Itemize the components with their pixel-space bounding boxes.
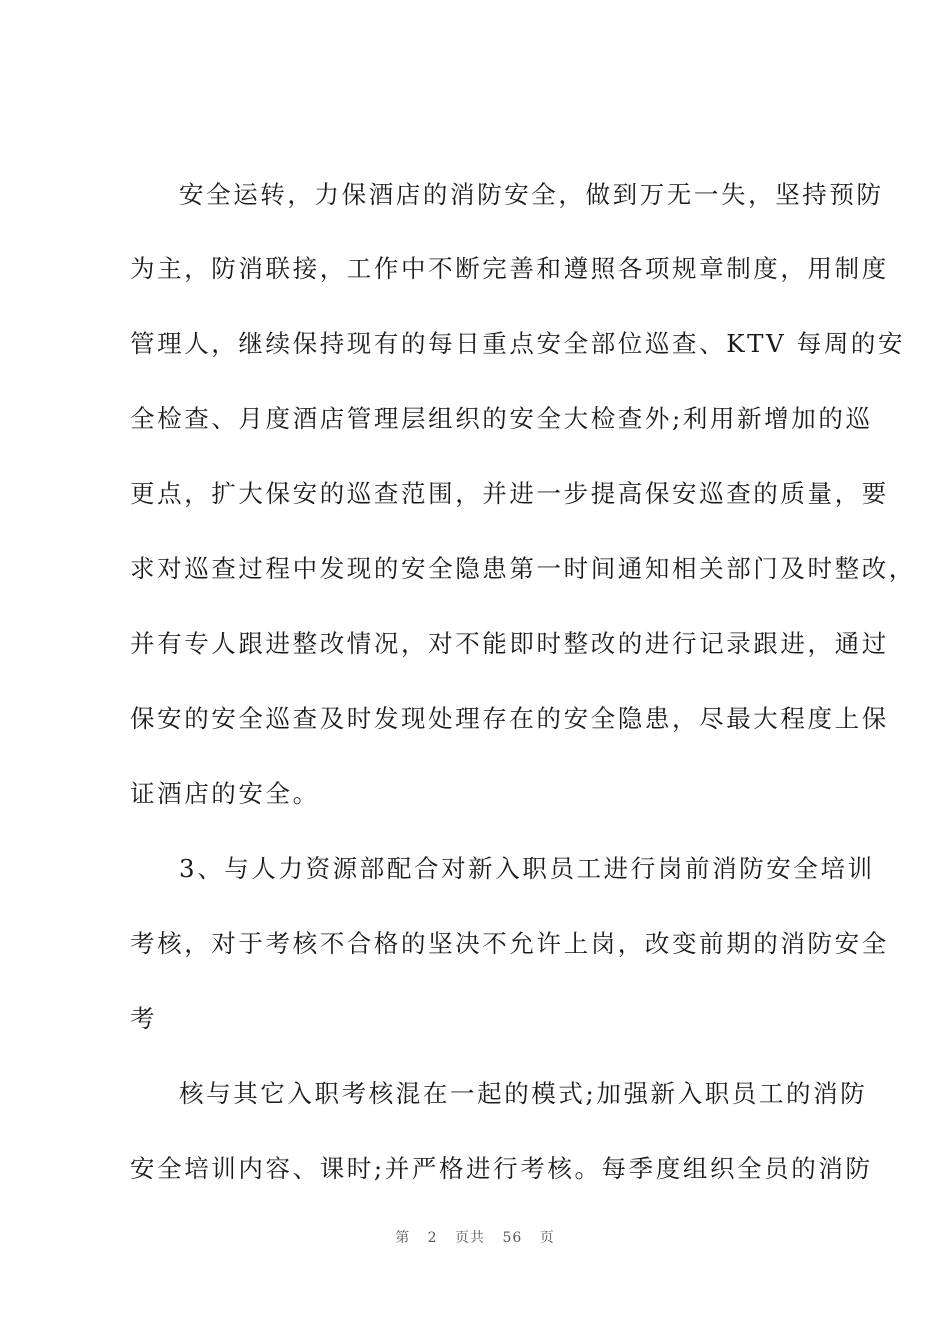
total-page-count: 56 [502,1230,523,1246]
paragraph-line: 并有专人跟进整改情况，对不能即时整改的进行记录跟进，通过 [130,629,889,658]
paragraph-line: 考 [130,1004,158,1033]
page-number-footer [0,1227,950,1247]
paragraph-line: 全检查、月度酒店管理层组织的安全大检查外;利用新增加的巡 [130,404,873,433]
current-page-number: 2 [427,1230,438,1246]
paragraph-line: 保安的安全巡查及时发现处理存在的安全隐患，尽最大程度上保 [130,704,889,733]
paragraph-line: 安全运转，力保酒店的消防安全，做到万无一失，坚持预防 [179,180,884,209]
paragraph-line: 证酒店的安全。 [130,779,320,808]
paragraph-line: 为主，防消联接，工作中不断完善和遵照各项规章制度，用制度 [130,254,889,283]
paragraph-line: 安全培训内容、课时;并严格进行考核。每季度组织全员的消防 [130,1154,873,1183]
footer-middle: 页共 [455,1230,486,1246]
footer-prefix: 第 [395,1230,411,1246]
footer-suffix: 页 [539,1230,555,1246]
paragraph-line: 管理人，继续保持现有的每日重点安全部位巡查、KTV 每周的安 [130,329,906,358]
paragraph-line: 求对巡查过程中发现的安全隐患第一时间通知相关部门及时整改， [130,554,916,583]
paragraph-line: 核与其它入职考核混在一起的模式;加强新入职员工的消防 [179,1079,868,1108]
paragraph-line: 更点，扩大保安的巡查范围，并进一步提高保安巡查的质量，要 [130,479,889,508]
paragraph-line: 3、与人力资源部配合对新入职员工进行岗前消防安全培训 [179,854,875,883]
paragraph-line: 考核，对于考核不合格的坚决不允许上岗，改变前期的消防安全 [130,929,889,958]
